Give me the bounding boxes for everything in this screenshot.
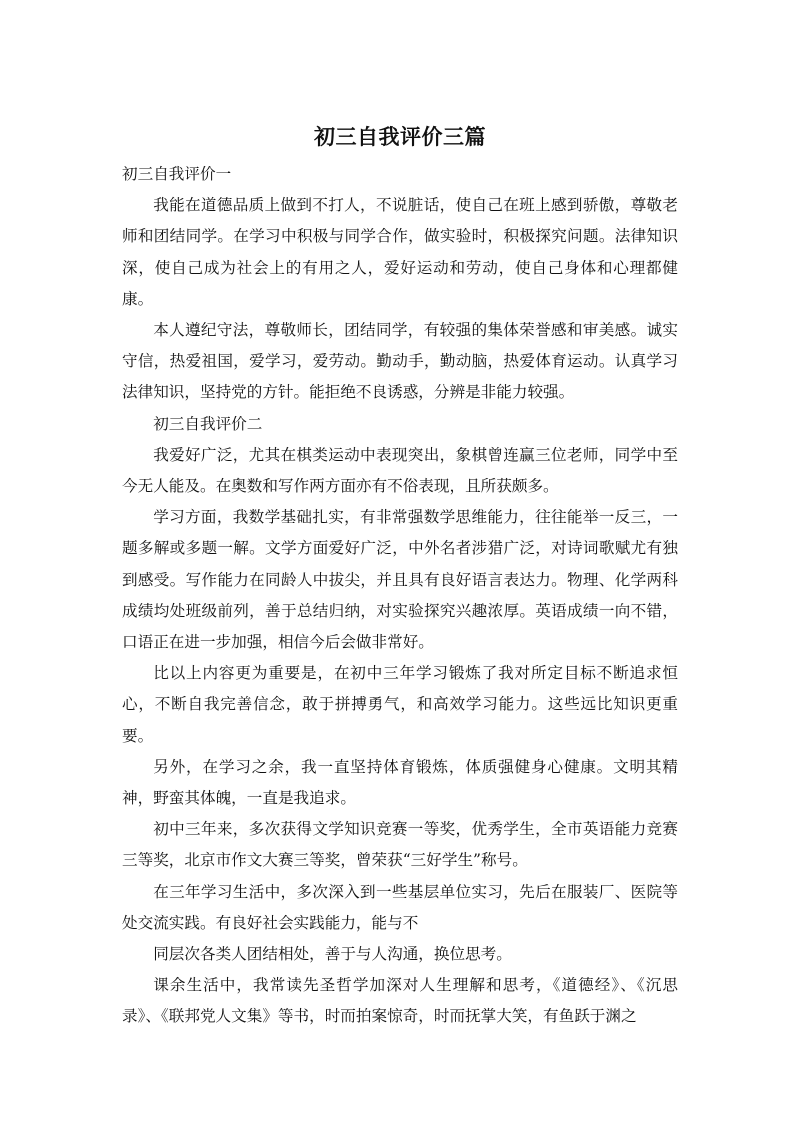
paragraph: 初三自我评价二 bbox=[153, 414, 263, 433]
paragraph: 初三自我评价一 bbox=[122, 165, 232, 183]
paragraph: 课余生活中，我常读先圣哲学加深对人生理解和思考，《道德经》、《沉思录》、《联邦党人文集》等书，时而拍案惊奇，时而抚掌大笑，有鱼跃于渊之 bbox=[122, 976, 678, 1026]
paragraph: 我能在道德品质上做到不打人，不说脏话，使自己在班上感到骄傲，尊敬老师和团结同学。在学习中积极与同学合作，做实验时，积极探究问题。法律知识深，使自己成为社会上的有用之人，爱好运动和劳动，使自己身体和心理都健康。 bbox=[122, 196, 678, 308]
paragraph: 另外，在学习之余，我一直坚持体育锻炼，体质强健身心健康。文明其精神，野蛮其体魄，一直是我追求。 bbox=[122, 757, 678, 808]
document-body bbox=[122, 159, 678, 1033]
paragraph: 同层次各类人团结相处，善于与人沟通，换位思考。 bbox=[153, 945, 512, 964]
paragraph: 在三年学习生活中，多次深入到一些基层单位实习，先后在服装厂、医院等处交流实践。有良好社会实践能力，能与不 bbox=[122, 882, 678, 932]
paragraph: 本人遵纪守法，尊敬师长，团结同学，有较强的集体荣誉感和审美感。诚实守信，热爱祖国，爱学习，爱劳动。勤动手，勤动脑，热爱体育运动。认真学习法律知识，坚持党的方针。能拒绝不良诱惑，分辨是非能力较强。 bbox=[122, 321, 678, 402]
paragraph: 初中三年来，多次获得文学知识竞赛一等奖，优秀学生，全市英语能力竞赛三等奖，北京市作文大赛三等奖，曾荣获“三好学生”称号。 bbox=[122, 820, 678, 870]
paragraph: 我爱好广泛，尤其在棋类运动中表现突出，象棋曾连赢三位老师，同学中至今无人能及。在奥数和写作两方面亦有不俗表现，且所获颇多。 bbox=[122, 445, 678, 496]
paragraph: 比以上内容更为重要是，在初中三年学习锻炼了我对所定目标不断追求恒心，不断自我完善信念，敢于拼搏勇气，和高效学习能力。这些远比知识更重要。 bbox=[122, 664, 678, 745]
document-title: 初三自我评价三篇 bbox=[314, 125, 486, 149]
paragraph: 学习方面，我数学基础扎实，有非常强数学思维能力，往往能举一反三，一题多解或多题一解。文学方面爱好广泛，中外名者涉猎广泛，对诗词歌赋尤有独到感受。写作能力在同龄人中拔尖，并且具有良好语言表达力。物理、化学两科成绩均处班级前列，善于总结归纳，对实验探究兴趣浓厚。英语成绩一向不错，口语正在进一步加强，相信今后会做非常好。 bbox=[122, 508, 678, 652]
